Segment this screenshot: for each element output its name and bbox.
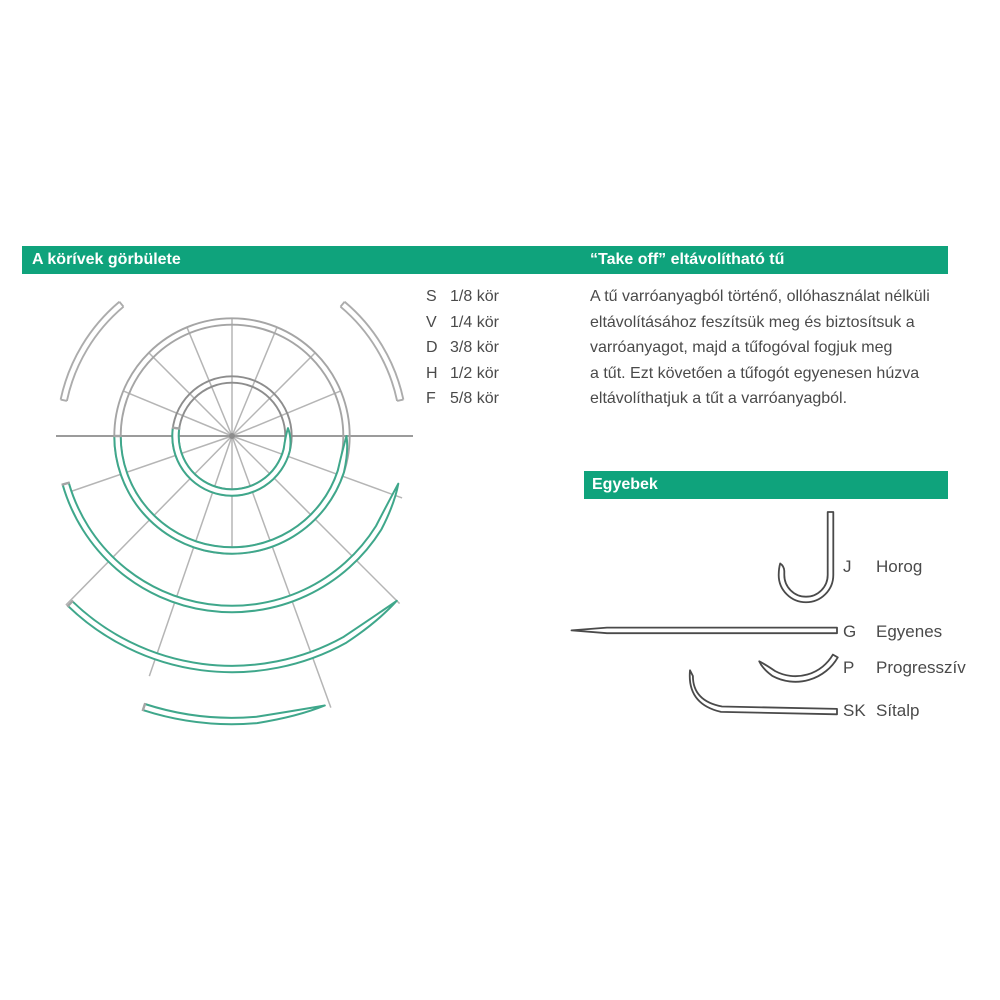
header-band <box>22 246 948 274</box>
legend-row <box>426 310 499 336</box>
straight-needle-icon <box>572 628 838 634</box>
others-band <box>584 471 948 499</box>
needle-type-code: J <box>843 557 852 576</box>
needle-type-code: P <box>843 658 855 677</box>
top-left-arc-cap <box>61 400 67 401</box>
legend-code: F <box>426 390 436 408</box>
needle-cap-F <box>172 428 180 429</box>
top-left-arc <box>61 302 120 400</box>
legend-code: S <box>426 288 437 305</box>
top-left-arc <box>67 307 124 401</box>
top-right-arc <box>345 302 404 400</box>
needle-type-row <box>843 701 919 721</box>
legend-code: D <box>426 339 438 357</box>
legend-row <box>426 386 499 412</box>
needle-type-row <box>843 557 922 577</box>
needle-type-row <box>843 658 966 678</box>
paragraph-line: varróanyagot, majd a tűfogóval fogjuk meg <box>590 339 893 357</box>
needle-type-code: SK <box>843 701 866 720</box>
legend-row <box>426 335 499 361</box>
takeoff-section-title: “Take off” eltávolítható tű <box>590 251 785 268</box>
paragraph-line: a tűt. Ezt követően a tűfogót egyenesen húzva <box>590 364 920 382</box>
legend-value: 3/8 kör <box>450 339 499 357</box>
legend-row <box>426 361 499 387</box>
others-section-title: Egyebek <box>592 476 658 493</box>
top-right-arc <box>341 307 398 401</box>
legend-value: 1/4 kör <box>450 313 499 331</box>
progressive-needle-icon <box>759 655 838 682</box>
needle-type-label: Horog <box>876 557 923 576</box>
legend-value: 1/2 kör <box>450 364 499 382</box>
needle-type-label: Progresszív <box>876 658 966 677</box>
diagram-center-dot <box>229 433 235 439</box>
legend-row <box>426 284 499 310</box>
top-left-arc-cap <box>119 302 123 307</box>
paragraph-line: A tű varróanyagból történő, ollóhasználat nélküli <box>590 288 930 305</box>
diagram-spoke <box>149 353 232 436</box>
legend-value: 1/8 kör <box>450 288 499 305</box>
needle-type-label: Sítalp <box>876 701 920 720</box>
curvature-section-title: A körívek görbülete <box>32 251 181 268</box>
legend-code: V <box>426 313 437 331</box>
paragraph-line: eltávolíthatjuk a tűt a varróanyagból. <box>590 390 848 408</box>
diagram-spoke <box>232 353 315 436</box>
curvature-legend <box>426 284 499 412</box>
legend-code: H <box>426 364 438 382</box>
legend-value: 5/8 kör <box>450 390 499 408</box>
hook-needle-icon <box>779 512 834 602</box>
needle-arc-S <box>143 704 325 724</box>
needle-type-code: G <box>843 622 857 641</box>
needle-type-label: Egyenes <box>876 622 943 641</box>
paragraph-line: eltávolításához feszítsük meg és biztosítsuk a <box>590 313 915 331</box>
top-right-arc-cap <box>397 400 403 401</box>
takeoff-paragraph <box>590 284 930 412</box>
top-right-arc-cap <box>341 302 345 307</box>
needle-type-row <box>843 622 942 642</box>
